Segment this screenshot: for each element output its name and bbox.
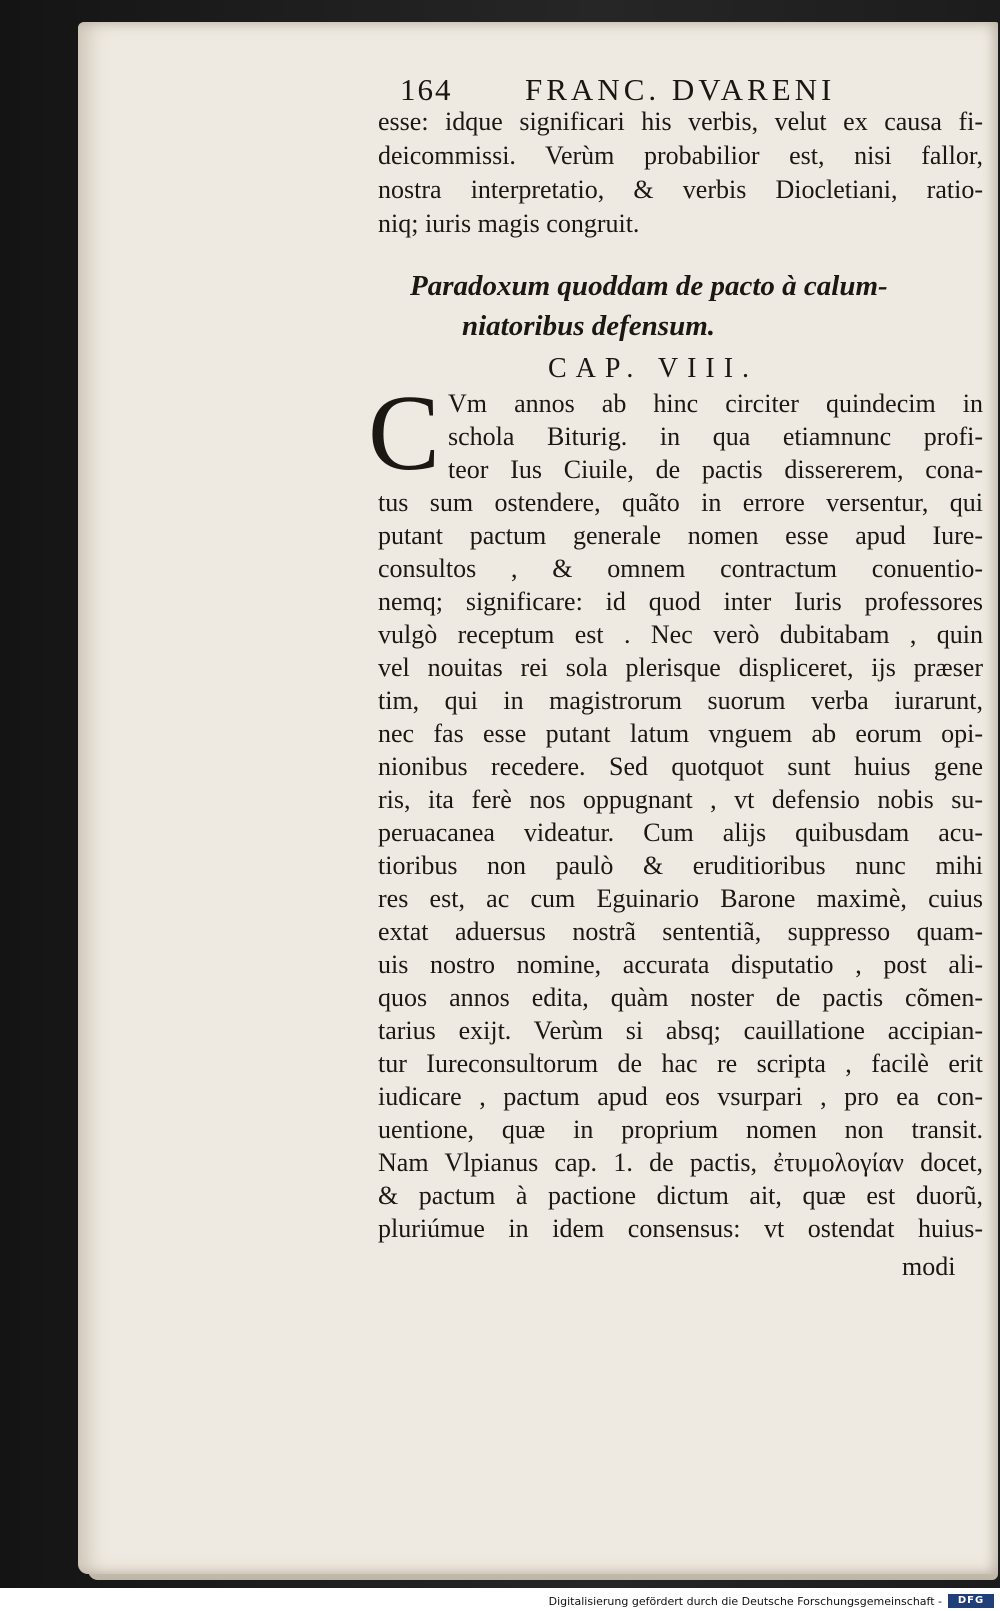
body-line: pluriúmue in idem consensus: vt ostendat huius- [378,1214,983,1243]
body-line: uentione, quæ in proprium nomen non transit. [378,1115,983,1144]
body-line: nec fas esse putant latum vnguem ab eorum opi- [378,719,983,748]
body-line: & pactum à pactione dictum ait, quæ est duorũ, [378,1181,983,1210]
body-line: uis nostro nomine, accurata disputatio , post ali- [378,950,983,979]
body-line: teor Ius Ciuile, de pactis dissererem, cona- [448,455,983,484]
section-heading-line-1: Paradoxum quoddam de pacto à calum- [410,270,888,302]
body-line: nemq; significare: id quod inter Iuris professores [378,587,983,616]
body-line: ris, ita ferè nos oppugnant , vt defensio nobis su- [378,785,983,814]
page-number: 164 [400,72,453,107]
body-line: vulgò receptum est . Nec verò dubitabam , quin [378,620,983,649]
body-line: extat aduersus nostrã sententiã, suppresso quam- [378,917,983,946]
body-line: schola Biturig. in qua etiamnunc profi- [448,422,983,451]
continuation-line: niq; iuris magis congruit. [378,209,640,238]
catchword: modi [902,1252,956,1281]
body-line: consultos , & omnem contractum conuentio- [378,554,983,583]
digitization-credit: Digitalisierung gefördert durch die Deutsche Forschungsgemeinschaft - [548,1595,942,1608]
body-line: Nam Vlpianus cap. 1. de pactis, ἐτυμολογίαν docet, [378,1148,983,1177]
body-line: putant pactum generale nomen esse apud Iure- [378,521,983,550]
body-line: iudicare , pactum apud eos vsurpari , pro ea con- [378,1082,983,1111]
continuation-line: nostra interpretatio, & verbis Diocletiani, ratio- [378,175,983,204]
body-line: quos annos edita, quàm noster de pactis cõmen- [378,983,983,1012]
dfg-logo: DFG [948,1594,994,1608]
body-line: tur Iureconsultorum de hac re scripta , facilè erit [378,1049,983,1078]
body-line: vel nouitas rei sola plerisque displiceret, ijs præser [378,653,983,682]
chapter-number: CAP. VIII. [548,353,759,384]
drop-initial: C [368,374,441,493]
section-heading-line-2: niatoribus defensum. [462,310,715,342]
running-title: FRANC. DVARENI [525,72,836,107]
body-line: tarius exijt. Verùm si absq; cauillatione accipian- [378,1016,983,1045]
continuation-line: esse: idque significari his verbis, velut ex causa fi- [378,107,983,136]
body-line: Vm annos ab hinc circiter quindecim in [448,389,983,418]
continuation-line: deicommissi. Verùm probabilior est, nisi fallor, [378,141,983,170]
body-line: tim, qui in magistrorum suorum verba iurarunt, [378,686,983,715]
body-line: tioribus non paulò & eruditioribus nunc mihi [378,851,983,880]
body-line: tus sum ostendere, quãto in errore versentur, qui [378,488,983,517]
body-line: nionibus recedere. Sed quotquot sunt huius gene [378,752,983,781]
body-line: res est, ac cum Eguinario Barone maximè, cuius [378,884,983,913]
body-line: peruacanea videatur. Cum alijs quibusdam acu- [378,818,983,847]
